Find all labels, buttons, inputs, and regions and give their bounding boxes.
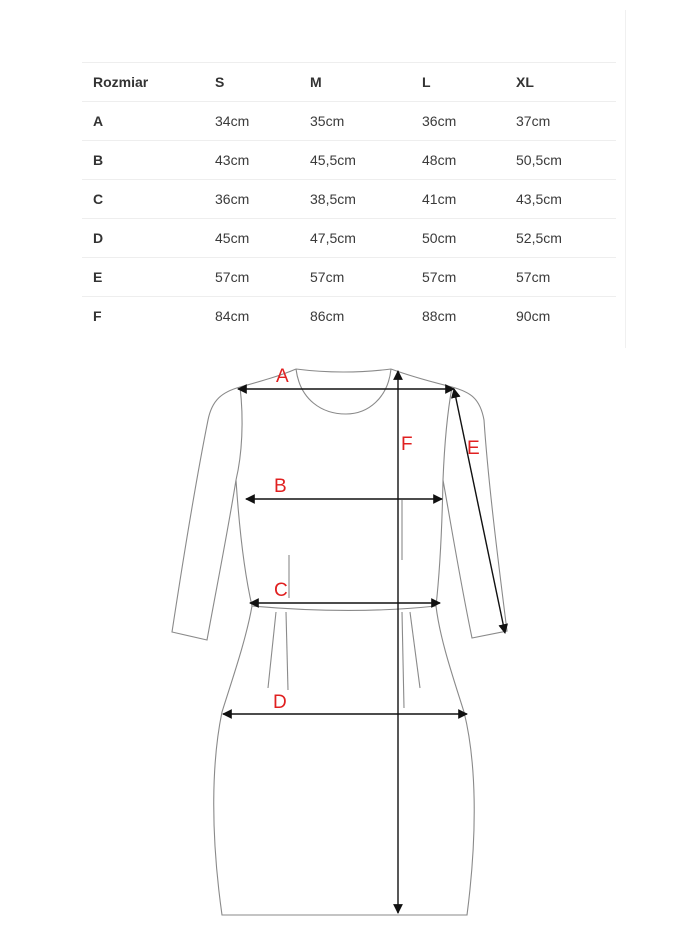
label-e: E bbox=[467, 438, 480, 459]
cell: 45,5cm bbox=[310, 141, 422, 180]
cell: 88cm bbox=[422, 308, 457, 324]
row-label-b: B bbox=[82, 141, 215, 180]
label-b: B bbox=[274, 476, 287, 497]
row-label-f: F bbox=[93, 308, 102, 324]
label-a: A bbox=[276, 366, 289, 387]
cell: 84cm bbox=[215, 308, 250, 324]
cell: 57cm bbox=[215, 258, 310, 297]
cell: 41cm bbox=[422, 180, 516, 219]
cell: 50,5cm bbox=[516, 141, 616, 180]
armhole-left bbox=[236, 387, 242, 480]
cell: 50cm bbox=[422, 219, 516, 258]
cell: 37cm bbox=[516, 102, 616, 141]
neckline-top bbox=[296, 369, 391, 372]
label-c: C bbox=[274, 580, 288, 601]
cell: 45cm bbox=[215, 219, 310, 258]
dart-left-lower bbox=[268, 612, 276, 688]
row-label-e: E bbox=[82, 258, 215, 297]
dress-outline bbox=[172, 369, 507, 915]
row-label-a: A bbox=[82, 102, 215, 141]
cell: 57cm bbox=[516, 258, 616, 297]
cell: 38,5cm bbox=[310, 180, 422, 219]
cell: 48cm bbox=[422, 141, 516, 180]
arrow-e bbox=[454, 389, 505, 633]
dart-left-lower-2 bbox=[286, 612, 288, 690]
cell: 43cm bbox=[215, 141, 310, 180]
cell: 86cm bbox=[310, 308, 345, 324]
header-m: M bbox=[310, 63, 422, 102]
cell: 34cm bbox=[215, 102, 310, 141]
cell: 57cm bbox=[310, 258, 422, 297]
dress-body bbox=[172, 369, 507, 915]
cell: 47,5cm bbox=[310, 219, 422, 258]
label-d: D bbox=[273, 692, 287, 713]
header-l: L bbox=[422, 63, 516, 102]
neckline bbox=[296, 369, 391, 414]
armhole-right bbox=[443, 387, 452, 480]
cell: 35cm bbox=[310, 102, 422, 141]
cell: 57cm bbox=[422, 258, 516, 297]
cell: 36cm bbox=[215, 180, 310, 219]
measurement-arrows bbox=[223, 371, 505, 913]
cell: 52,5cm bbox=[516, 219, 616, 258]
dart-right-lower-2 bbox=[402, 612, 404, 708]
dart-right-lower bbox=[410, 612, 420, 688]
cell: 36cm bbox=[422, 102, 516, 141]
cell: 43,5cm bbox=[516, 180, 616, 219]
label-f: F bbox=[401, 434, 413, 455]
header-size: Rozmiar bbox=[82, 63, 215, 102]
cell: 90cm bbox=[516, 308, 551, 324]
header-s: S bbox=[215, 63, 310, 102]
header-xl: XL bbox=[516, 63, 616, 102]
row-label-d: D bbox=[82, 219, 215, 258]
waist-seam bbox=[252, 606, 436, 611]
row-label-c: C bbox=[82, 180, 215, 219]
